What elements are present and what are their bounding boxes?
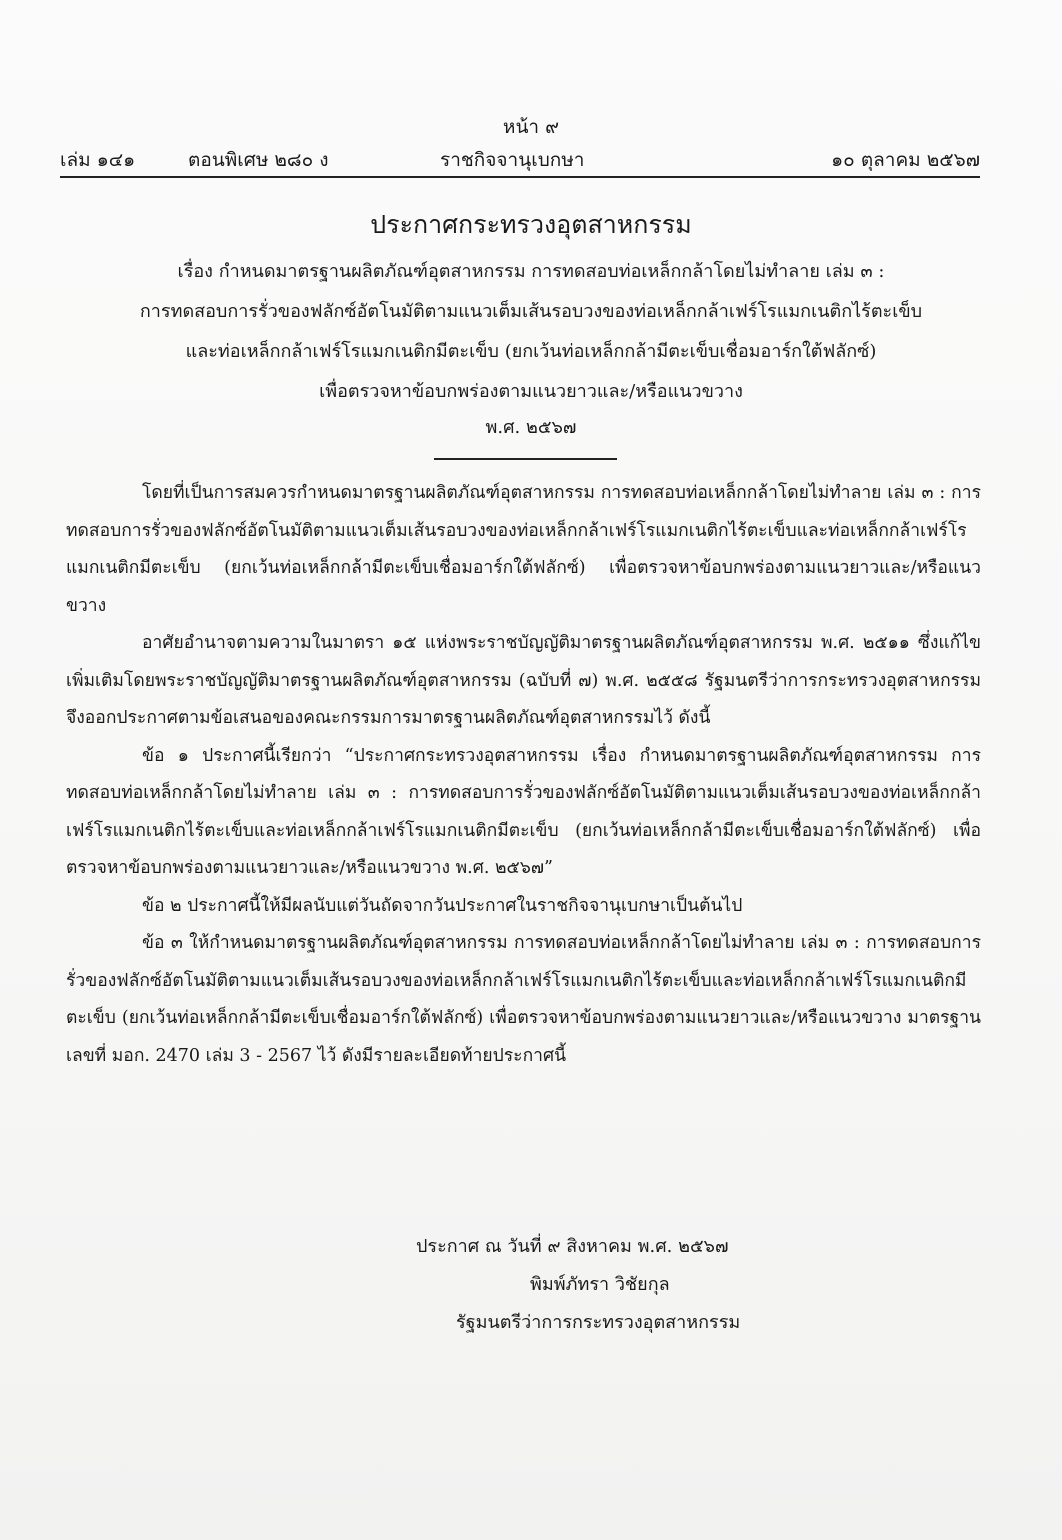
article-1: ข้อ ๑ ประกาศนี้เรียกว่า “ประกาศกระทรวงอุตสาหกรรม เรื่อง กำหนดมาตรฐานผลิตภัณฑ์อุตสาหกรรม การทดสอบท่อเหล็กกล้าโดยไม่ทำลาย เล่ม ๓ : การทดสอบการรั่วของฟลักซ์อัตโนมัติตามแนวเต็มเส้นรอบวงของท่อเหล็กกล้าเฟร์โรแมกเนติกไร้ตะเข็บและท่อเหล็กกล้าเฟร์โรแมกเนติกมีตะเข็บ (ยกเว้นท่อเหล็กกล้ามีตะเข็บเชื่อมอาร์กใต้ฟลักซ์) เพื่อตรวจหาข้อบกพร่องตามแนวยาวและ/หรือแนวขวาง พ.ศ. ๒๕๖๗” xyxy=(66,745,981,878)
announcement-date: ประกาศ ณ วันที่ ๙ สิงหาคม พ.ศ. ๒๕๖๗ xyxy=(416,1236,729,1257)
signature-block xyxy=(416,1228,836,1342)
announcement-subject xyxy=(40,252,1022,412)
announcement-title: ประกาศกระทรวงอุตสาหกรรม xyxy=(370,210,692,239)
title-divider xyxy=(434,458,617,460)
subject-line: และท่อเหล็กกล้าเฟร์โรแมกเนติกมีตะเข็บ (ยกเว้นท่อเหล็กกล้ามีตะเข็บเชื่อมอาร์กใต้ฟลักซ์) xyxy=(185,341,877,362)
article-3: ข้อ ๓ ให้กำหนดมาตรฐานผลิตภัณฑ์อุตสาหกรรม การทดสอบท่อเหล็กกล้าโดยไม่ทำลาย เล่ม ๓ : การทดสอบการรั่วของฟลักซ์อัตโนมัติตามแนวเต็มเส้นรอบวงของท่อเหล็กกล้าเฟร์โรแมกเนติกไร้ตะเข็บและท่อเหล็กกล้าเฟร์โรแมกเนติกมีตะเข็บ (ยกเว้นท่อเหล็กกล้ามีตะเข็บเชื่อมอาร์กใต้ฟลักซ์) เพื่อตรวจหาข้อบกพร่องตามแนวยาวและ/หรือแนวขวาง มาตรฐานเลขที่ มอก. 2470 เล่ม 3 - 2567 ไว้ ดังมีรายละเอียดท้ายประกาศนี้ xyxy=(66,933,981,1066)
gazette-header xyxy=(60,145,980,175)
subject-line: เพื่อตรวจหาข้อบกพร่องตามแนวยาวและ/หรือแนวขวาง xyxy=(319,381,743,402)
article-2: ข้อ ๒ ประกาศนี้ให้มีผลนับแต่วันถัดจากวันประกาศในราชกิจจานุเบกษาเป็นต้นไป xyxy=(142,895,743,916)
signatory-position: รัฐมนตรีว่าการกระทรวงอุตสาหกรรม xyxy=(456,1312,741,1333)
signatory-name: พิมพ์ภัทรา วิชัยกุล xyxy=(530,1274,670,1295)
publication-date: ๑๐ ตุลาคม ๒๕๖๗ xyxy=(831,149,980,171)
gazette-name: ราชกิจจานุเบกษา xyxy=(440,149,585,171)
preamble-paragraph: โดยที่เป็นการสมควรกำหนดมาตรฐานผลิตภัณฑ์อุตสาหกรรม การทดสอบท่อเหล็กกล้าโดยไม่ทำลาย เล่ม ๓ : การทดสอบการรั่วของฟลักซ์อัตโนมัติตามแนวเต็มเส้นรอบวงของท่อเหล็กกล้าเฟร์โรแมกเนติกไร้ตะเข็บและท่อเหล็กกล้าเฟร์โรแมกเนติกมีตะเข็บ (ยกเว้นท่อเหล็กกล้ามีตะเข็บเชื่อมอาร์กใต้ฟลักซ์) เพื่อตรวจหาข้อบกพร่องตามแนวยาวและ/หรือแนวขวาง xyxy=(66,483,981,616)
issue-number: ตอนพิเศษ ๒๘๐ ง xyxy=(188,149,329,171)
authority-paragraph: อาศัยอำนาจตามความในมาตรา ๑๕ แห่งพระราชบัญญัติมาตรฐานผลิตภัณฑ์อุตสาหกรรม พ.ศ. ๒๕๑๑ ซึ่งแก้ไขเพิ่มเติมโดยพระราชบัญญัติมาตรฐานผลิตภัณฑ์อุตสาหกรรม (ฉบับที่ ๗) พ.ศ. ๒๕๕๘ รัฐมนตรีว่าการกระทรวงอุตสาหกรรม จึงออกประกาศตามข้อเสนอของคณะกรรมการมาตรฐานผลิตภัณฑ์อุตสาหกรรมไว้ ดังนี้ xyxy=(66,633,981,728)
subject-line: เรื่อง กำหนดมาตรฐานผลิตภัณฑ์อุตสาหกรรม การทดสอบท่อเหล็กกล้าโดยไม่ทำลาย เล่ม ๓ : xyxy=(177,261,885,282)
subject-line: การทดสอบการรั่วของฟลักซ์อัตโนมัติตามแนวเต็มเส้นรอบวงของท่อเหล็กกล้าเฟร์โรแมกเนติกไร้ตะเข็บ xyxy=(139,301,923,322)
volume-number: เล่ม ๑๔๑ xyxy=(60,149,136,171)
announcement-body xyxy=(66,475,981,1075)
page-number: หน้า ๙ xyxy=(502,116,560,138)
announcement-year: พ.ศ. ๒๕๖๗ xyxy=(485,417,577,438)
header-rule xyxy=(60,176,980,178)
